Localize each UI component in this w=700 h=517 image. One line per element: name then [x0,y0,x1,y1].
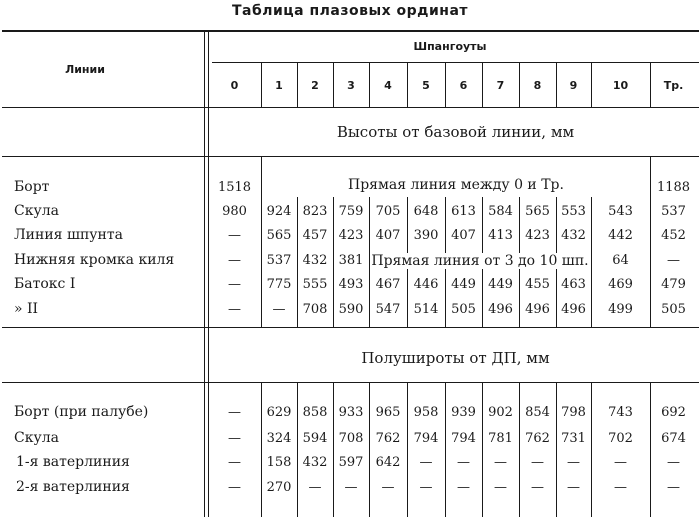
cell-value: — [228,302,241,317]
cell-value: 597 [338,455,364,470]
cell-value: 158 [266,455,292,470]
cell-value: 553 [561,204,586,219]
cell-value: 432 [561,228,586,243]
cell-value: 705 [375,204,401,219]
cell-value: 590 [338,302,364,317]
cell-value: — [494,480,507,495]
column-divider [650,382,651,517]
cell-value: — [457,455,470,470]
row-label: Борт [14,179,50,195]
row-label: Линия шпунта [14,227,123,243]
top-rule [2,30,699,32]
cell-value: 965 [375,405,401,420]
cell-value: 479 [661,277,686,292]
column-header: 5 [422,79,430,92]
cell-value: — [614,480,627,495]
cell-value: 514 [413,302,439,317]
section1-bottom-rule [2,327,699,328]
lines-header: Линии [65,63,105,76]
cell-value: 432 [302,455,328,470]
cell-value: 432 [302,253,328,268]
cell-value: 939 [451,405,476,420]
cell-value: 565 [525,204,550,219]
cell-value: — [228,480,241,495]
cell-value: 584 [488,204,513,219]
cell-value: 496 [525,302,550,317]
cell-value: 762 [525,431,550,446]
cell-value: 674 [661,431,686,446]
cell-value: 324 [266,431,292,446]
row-note: Прямая линия от 3 до 10 шп. [371,253,589,269]
cell-value: 594 [302,431,328,446]
cell-value: 924 [266,204,292,219]
cell-value: — [228,431,241,446]
cell-value: 423 [338,228,364,243]
column-divider [482,382,483,517]
column-header: 4 [384,79,392,92]
row-label: 2-я ватерлиния [16,479,130,495]
cell-value: 407 [451,228,476,243]
cell-value: — [228,228,241,243]
column-divider [369,382,370,517]
cell-value: 555 [302,277,328,292]
cell-value: 455 [525,277,550,292]
cell-value: 731 [561,431,586,446]
cell-value: 692 [661,405,686,420]
cell-value: 505 [661,302,686,317]
cell-value: 469 [608,277,633,292]
column-header: 6 [459,79,468,92]
column-header: 7 [496,79,505,92]
column-divider [591,382,592,517]
row-note: Прямая линия между 0 и Тр. [348,177,564,193]
cell-value: — [667,480,680,495]
frames-header-rule [212,62,699,63]
cell-value: 708 [302,302,328,317]
cell-value: 798 [561,405,586,420]
cell-value: 613 [451,204,476,219]
cell-value: — [494,455,507,470]
column-divider [556,382,557,517]
column-divider [261,382,262,517]
cell-value: 457 [302,228,328,243]
column-divider [445,382,446,517]
row-label: Нижняя кромка киля [14,252,175,268]
cell-value: 1518 [217,180,252,195]
lines-column-divider [204,30,205,517]
cell-value: 648 [413,204,439,219]
column-divider [333,382,334,517]
cell-value: — [228,277,241,292]
cell-value: 446 [413,277,439,292]
cell-value: 743 [608,405,633,420]
cell-value: — [614,455,627,470]
cell-value: — [667,455,680,470]
cell-value: 463 [561,277,586,292]
cell-value: — [419,480,433,495]
row-label: Скула [14,203,59,219]
cell-value: 902 [488,405,513,420]
row-label: Скула [14,430,59,446]
cell-value: 642 [375,455,401,470]
cell-value: 493 [338,277,364,292]
section1-title-rule [2,156,699,157]
column-header: 8 [533,79,542,92]
cell-value: 543 [608,204,633,219]
cell-value: 467 [375,277,401,292]
cell-value: 64 [612,253,629,268]
cell-value: 449 [451,277,476,292]
cell-value: — [228,455,241,470]
cell-value: — [308,480,322,495]
cell-value: 708 [338,431,364,446]
section-title: Высоты от базовой линии, мм [336,123,575,141]
cell-value: 423 [525,228,550,243]
column-divider [407,382,408,517]
column-header: 1 [275,79,283,92]
cell-value: 442 [608,228,633,243]
cell-value: 496 [561,302,586,317]
cell-value: 407 [375,228,401,243]
cell-value: 449 [488,277,513,292]
cell-value: 823 [302,204,328,219]
cell-value: — [567,455,580,470]
cell-value: 547 [375,302,401,317]
column-header: 2 [311,79,319,92]
cell-value: — [531,480,544,495]
row-label: Борт (при палубе) [14,404,149,420]
cell-value: 499 [608,302,633,317]
cell-value: 781 [488,431,513,446]
cell-value: 794 [413,431,439,446]
cell-value: — [419,455,433,470]
cell-value: 759 [338,204,364,219]
cell-value: 537 [661,204,686,219]
cell-value: — [228,253,241,268]
cell-value: 858 [302,405,328,420]
column-divider [297,382,298,517]
cell-value: 381 [338,253,364,268]
cell-value: 775 [266,277,292,292]
cell-value: 390 [413,228,439,243]
cell-value: 958 [413,405,439,420]
cell-value: — [272,302,286,317]
cell-value: 413 [488,228,513,243]
cell-value: 496 [488,302,513,317]
cell-value: 854 [525,405,550,420]
row-label: Батокс I [14,276,76,292]
section-title: Полушироты от ДП, мм [361,349,550,367]
header-bottom-rule [2,107,699,108]
table-title: Таблица плазовых ординат [231,3,469,19]
cell-value: — [567,480,580,495]
column-header: Тр. [663,79,684,92]
cell-value: — [531,455,544,470]
cell-value: — [667,253,680,268]
cell-value: 762 [375,431,401,446]
cell-value: 933 [338,405,364,420]
cell-value: 505 [451,302,476,317]
cell-value: 270 [266,480,292,495]
column-header: 9 [569,79,578,92]
row-label: » II [14,301,39,317]
cell-value: — [381,480,395,495]
cell-value: 794 [451,431,476,446]
column-header: 0 [230,79,239,92]
cell-value: 452 [661,228,686,243]
section2-title-rule [2,382,699,383]
cell-value: 980 [222,204,247,219]
cell-value: 629 [266,405,292,420]
frames-header: Шпангоуты [413,40,487,53]
column-divider [519,382,520,517]
column-header: 10 [612,79,629,92]
cell-value: 565 [266,228,292,243]
cell-value: — [228,405,241,420]
cell-value: 537 [266,253,292,268]
cell-value: — [457,480,470,495]
cell-value: 1188 [656,180,691,195]
cell-value: — [344,480,358,495]
cell-value: 702 [608,431,633,446]
row-label: 1-я ватерлиния [16,454,130,470]
column-header: 3 [347,79,355,92]
